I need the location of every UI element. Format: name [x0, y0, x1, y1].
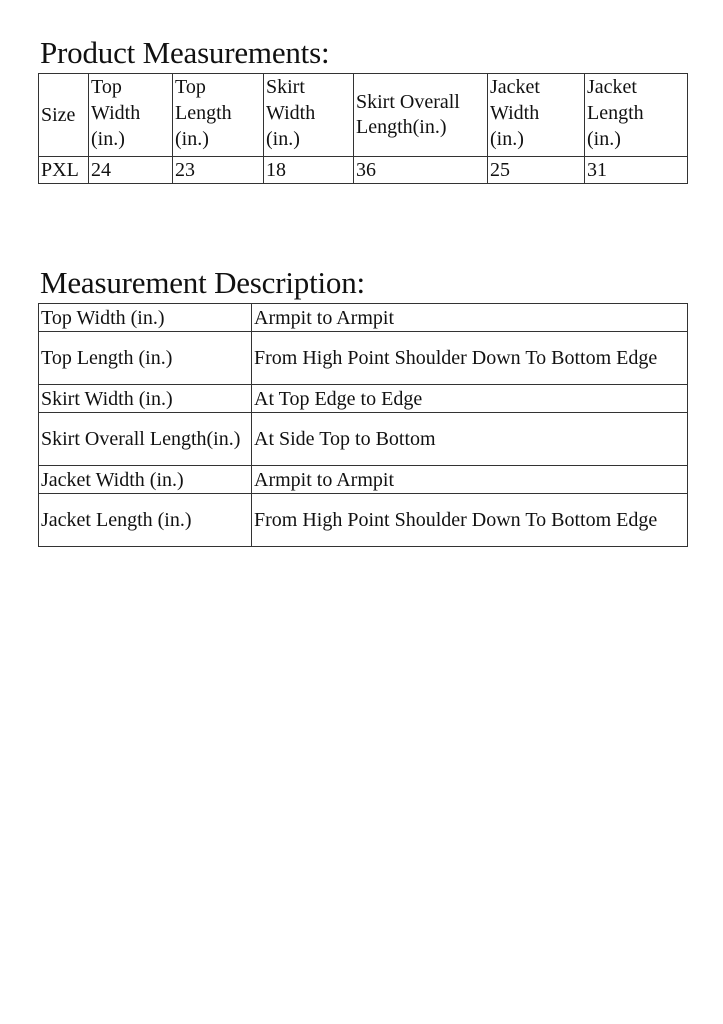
table-row	[39, 157, 688, 184]
cell-jacket-width: 25	[488, 157, 585, 184]
measure-description: Armpit to Armpit	[252, 466, 688, 494]
measure-name: Top Length (in.)	[39, 332, 252, 385]
measure-description: From High Point Shoulder Down To Bottom Edge	[252, 332, 688, 385]
measure-description: At Top Edge to Edge	[252, 385, 688, 413]
header-skirt-width: Skirt Width (in.)	[264, 74, 354, 157]
table-row	[39, 494, 688, 547]
measure-description: At Side Top to Bottom	[252, 413, 688, 466]
measure-name: Jacket Length (in.)	[39, 494, 252, 547]
header-top-width: Top Width (in.)	[89, 74, 173, 157]
header-jacket-length: Jacket Length (in.)	[585, 74, 688, 157]
cell-top-length: 23	[173, 157, 264, 184]
cell-skirt-width: 18	[264, 157, 354, 184]
measure-name: Jacket Width (in.)	[39, 466, 252, 494]
table-row	[39, 413, 688, 466]
cell-skirt-overall-length: 36	[354, 157, 488, 184]
measure-name: Top Width (in.)	[39, 304, 252, 332]
table-row	[39, 304, 688, 332]
cell-jacket-length: 31	[585, 157, 688, 184]
measure-description: From High Point Shoulder Down To Bottom Edge	[252, 494, 688, 547]
measure-name: Skirt Overall Length(in.)	[39, 413, 252, 466]
product-measurements-title: Product Measurements:	[40, 35, 330, 70]
measure-name: Skirt Width (in.)	[39, 385, 252, 413]
product-measurements-table	[38, 73, 688, 184]
measure-description: Armpit to Armpit	[252, 304, 688, 332]
table-header-row	[39, 74, 688, 157]
header-skirt-overall-length: Skirt Overall Length(in.)	[354, 74, 488, 157]
header-top-length: Top Length (in.)	[173, 74, 264, 157]
table-row	[39, 332, 688, 385]
table-row	[39, 466, 688, 494]
header-size: Size	[39, 74, 89, 157]
measurement-description-table	[38, 303, 688, 547]
header-jacket-width: Jacket Width (in.)	[488, 74, 585, 157]
cell-top-width: 24	[89, 157, 173, 184]
table-row	[39, 385, 688, 413]
measurement-description-title: Measurement Description:	[40, 265, 365, 300]
cell-size: PXL	[39, 157, 89, 184]
